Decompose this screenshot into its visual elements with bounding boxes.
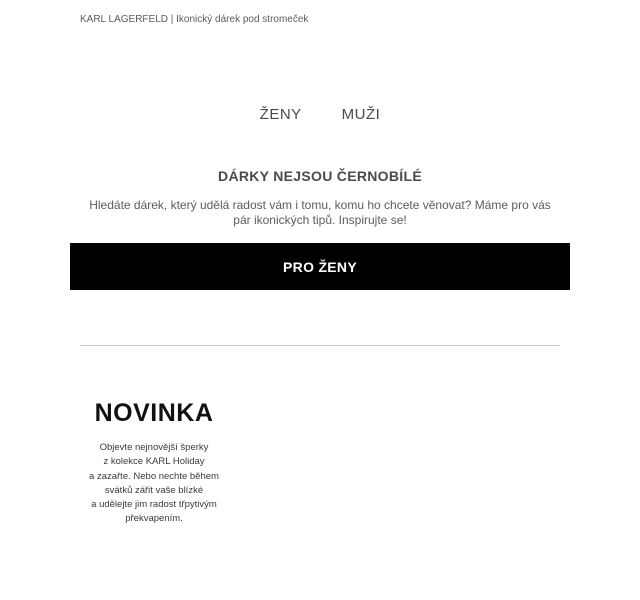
section-divider [80,345,560,346]
novinka-line: a udělejte jim radost třpytivým [91,499,217,511]
novinka-title: NOVINKA [94,399,214,427]
pro-zeny-button[interactable]: PRO ŽENY [70,243,570,290]
hero-headline: DÁRKY NEJSOU ČERNOBÍLÉ [218,168,422,184]
novinka-description [70,441,238,527]
novinka-line: z kolekce KARL Holiday [103,456,205,468]
nav-link-women[interactable]: ŽENY [259,106,302,123]
gender-nav [0,106,640,123]
novinka-line: a zazařte. Nebo nechte během [89,470,219,482]
novinka-line: Objevte nejnovější šperky [99,442,209,453]
hero-intro-text: Hledáte dárek, který udělá radost vám i tomu, komu ho chcete věnovat? Máme pro vás pár ikonických tipů. Inspirujte se! [89,198,551,227]
novinka-line: svátků zářit vaše blízké [104,484,204,496]
preheader-text: KARL LAGERFELD | Ikonický dárek pod stromeček [80,14,309,25]
novinka-line: překvapením. [125,513,183,525]
nav-link-men[interactable]: MUŽI [341,106,381,123]
